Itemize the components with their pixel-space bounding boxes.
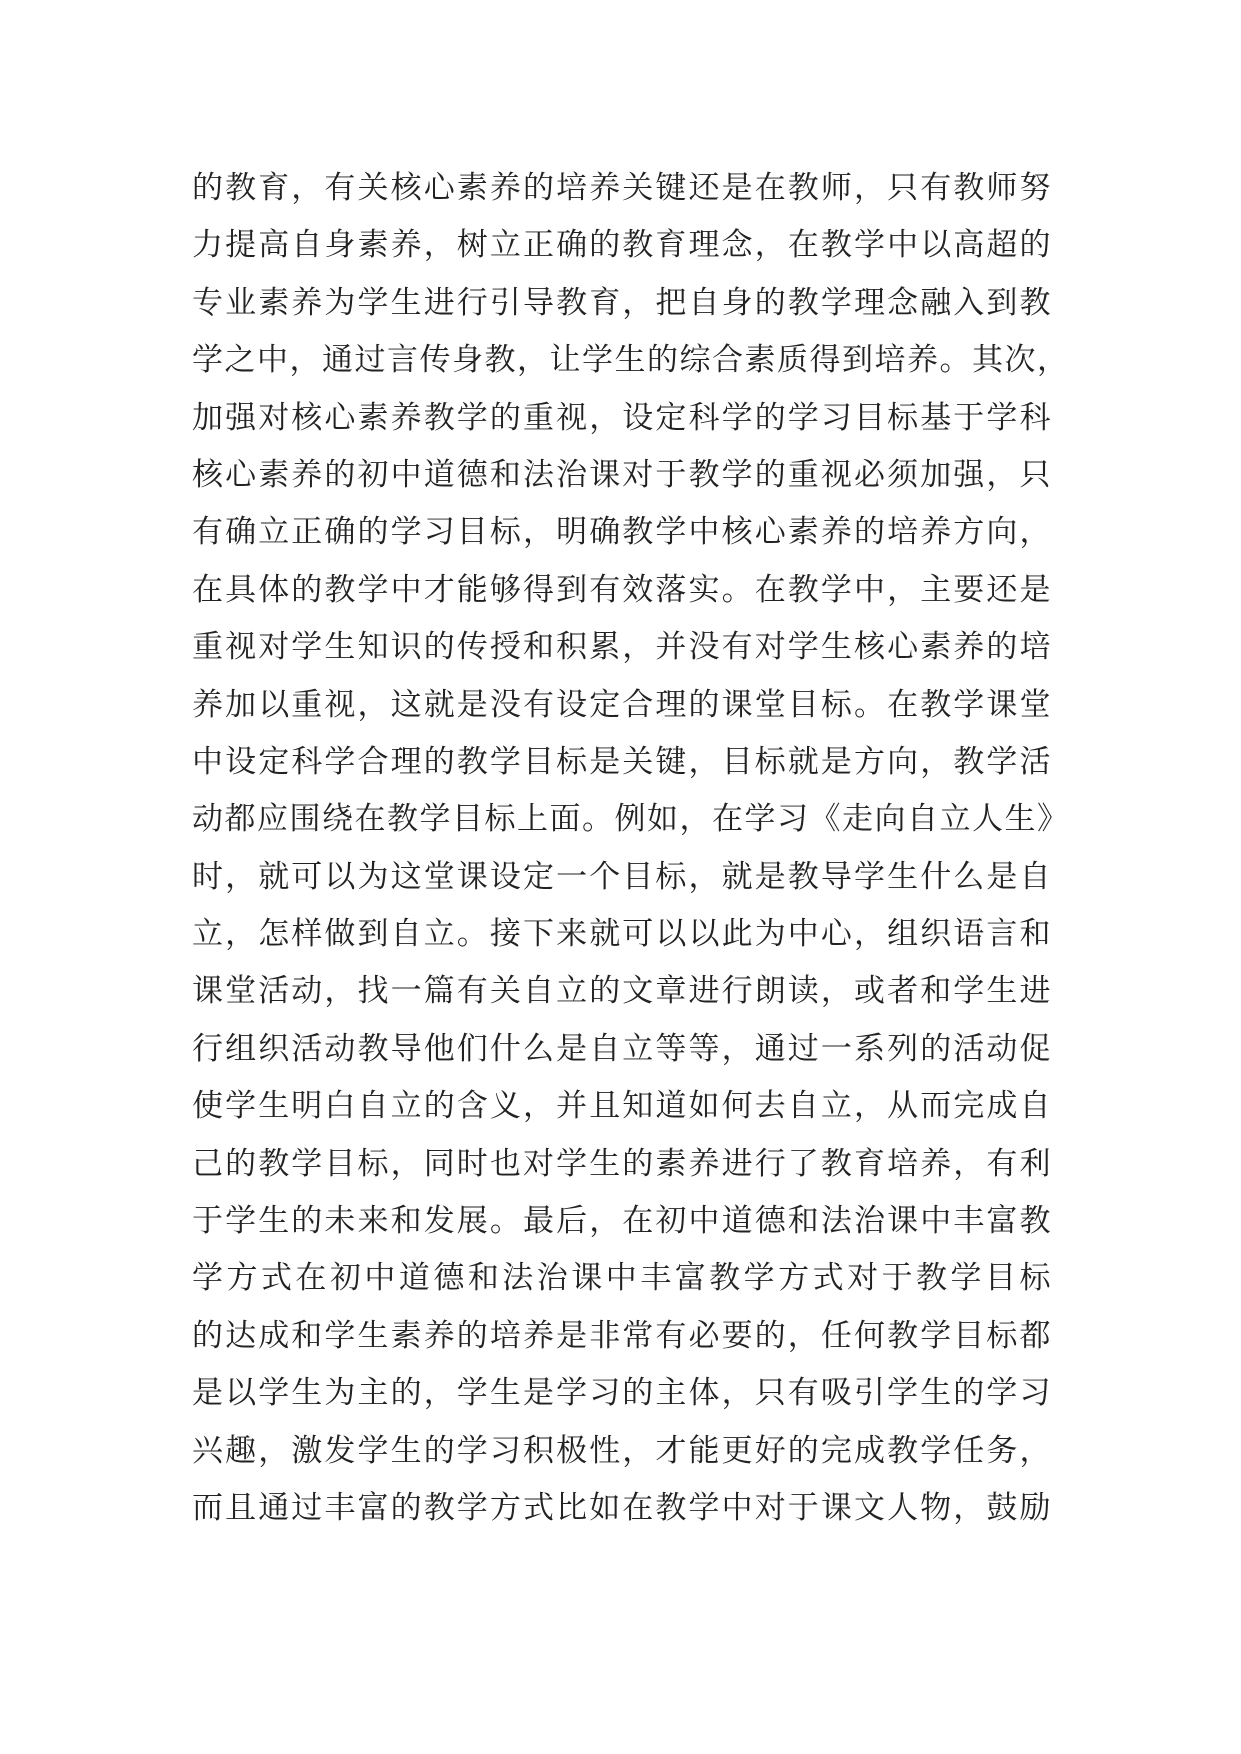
text-line: 使学生明白自立的含义，并且知道如何去自立，从而完成自 [192, 1088, 1052, 1125]
text-line: 兴趣，激发学生的学习积极性，才能更好的完成教学任务， [192, 1432, 1052, 1469]
text-line: 专业素养为学生进行引导教育，把自身的教学理念融入到教 [192, 284, 1052, 321]
text-line: 学之中，通过言传身教，让学生的综合素质得到培养。其次， [192, 342, 1070, 379]
text-line: 立，怎样做到自立。接下来就可以以此为中心，组织语言和 [192, 916, 1052, 953]
text-line: 己的教学目标，同时也对学生的素养进行了教育培养，有利 [192, 1145, 1052, 1182]
text-line: 加强对核心素养教学的重视，设定科学的学习目标基于学科 [192, 399, 1052, 436]
text-line: 中设定科学合理的教学目标是关键，目标就是方向，教学活 [192, 743, 1052, 780]
body-paragraph [192, 160, 1070, 1537]
text-line: 力提高自身素养，树立正确的教育理念，在教学中以高超的 [192, 227, 1052, 264]
text-line: 有确立正确的学习目标，明确教学中核心素养的培养方向， [192, 514, 1052, 551]
text-line: 养加以重视，这就是没有设定合理的课堂目标。在教学课堂 [192, 686, 1052, 723]
text-line: 在具体的教学中才能够得到有效落实。在教学中，主要还是 [192, 571, 1052, 608]
text-line: 于学生的未来和发展。最后，在初中道德和法治课中丰富教 [192, 1203, 1052, 1240]
text-line: 动都应围绕在教学目标上面。例如，在学习《走向自立人生》 [192, 801, 1070, 838]
text-line: 学方式在初中道德和法治课中丰富教学方式对于教学目标 [192, 1260, 1052, 1297]
text-line: 重视对学生知识的传授和积累，并没有对学生核心素养的培 [192, 629, 1052, 666]
text-line: 课堂活动，找一篇有关自立的文章进行朗读，或者和学生进 [192, 973, 1052, 1010]
text-line: 的教育，有关核心素养的培养关键还是在教师，只有教师努 [192, 170, 1052, 206]
text-line: 是以学生为主的，学生是学习的主体，只有吸引学生的学习 [192, 1375, 1052, 1412]
text-line: 的达成和学生素养的培养是非常有必要的，任何教学目标都 [192, 1317, 1052, 1354]
text-line: 而且通过丰富的教学方式比如在教学中对于课文人物，鼓励 [192, 1489, 1052, 1526]
text-line: 行组织活动教导他们什么是自立等等，通过一系列的活动促 [192, 1030, 1052, 1067]
text-line: 核心素养的初中道德和法治课对于教学的重视必须加强，只 [192, 456, 1052, 493]
text-line: 时，就可以为这堂课设定一个目标，就是教导学生什么是自 [192, 858, 1052, 895]
